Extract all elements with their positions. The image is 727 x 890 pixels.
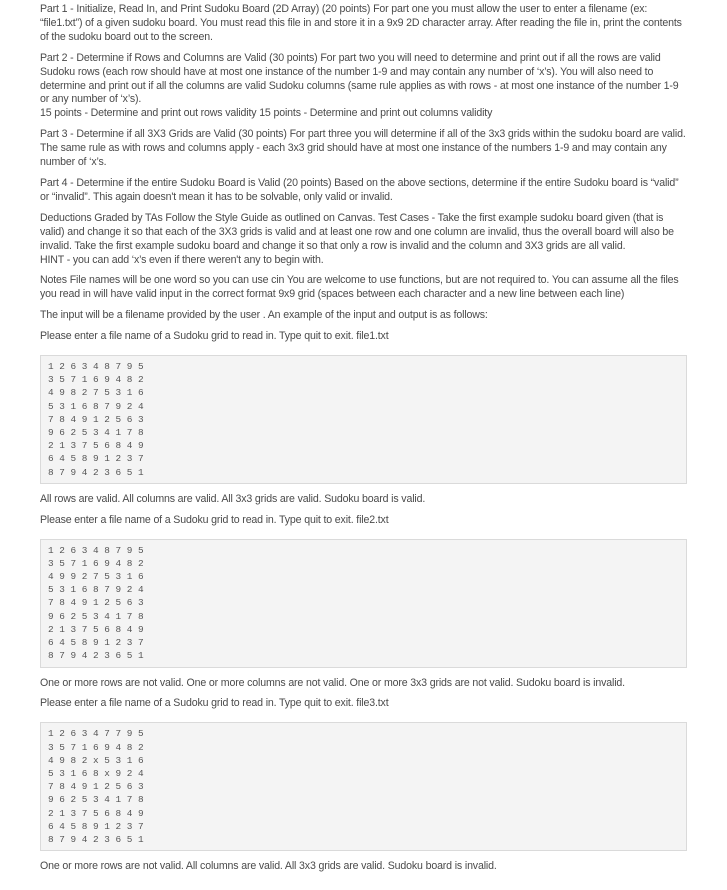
- example-3-grid: 1 2 6 3 4 7 7 9 5 3 5 7 1 6 9 4 8 2 4 9 8 2 x 5 3 1 6 5 3 1 6 8 x 9 2 4 7 8 4 9 1 2 5 6 3 9 6 2 5 3 4 1 7 8 2 1 3 7 5 6 8 4 9 6 4 5 8 9 1 2 3 7 8 7 9 4 2 3 6 5 1: [40, 722, 687, 851]
- deductions-paragraph: Deductions Graded by TAs Follow the Style Guide as outlined on Canvas. Test Cases - Take the first example sudoku board given (that is valid) and change it so that each of the 3X3 grids is valid and at least one row and one column are invalid, thus the overall board will also be invalid. Take the first example sudoku board and change it so that only a row is invalid and the column and 3X3 grids are all valid. HINT - you can add ‘x’s even if there weren't any to begin with.: [40, 211, 674, 266]
- example-1-prompt: Please enter a file name of a Sudoku grid to read in. Type quit to exit. file1.txt: [40, 330, 389, 343]
- example-2-result: One or more rows are not valid. One or more columns are not valid. One or more 3x3 grids are not valid. Sudoku board is invalid.: [40, 676, 625, 689]
- part-3-paragraph: Part 3 - Determine if all 3X3 Grids are Valid (30 points) For part three you will determine if all of the 3x3 grids within the sudoku board are valid. The same rule as with rows and columns apply - each 3x3 grid should have at most one instance of the numbers 1-9 and may contain any number of ‘x’s.: [40, 128, 686, 169]
- part-2-paragraph: Part 2 - Determine if Rows and Columns are Valid (30 points) For part two you will need to determine and print out if all the rows are valid Sudoku rows (each row should have at most one instance of the number 1-9 and may contain any number of ‘x’s). You will also need to determine and print out if all the columns are valid Sudoku columns (same rule applies as with rows - at most one instance of the number 1-9 or any number of ‘x’s). 15 points - Determine and print out rows validity 15 points - Determine and print out columns validity: [40, 51, 679, 120]
- notes-paragraph: Notes File names will be one word so you can use cin You are welcome to use functions, but are not required to. You can assume all the files you read in will have valid input in the correct format 9x9 grid (spaces between each character and a new line between each line): [40, 274, 679, 301]
- part-1-paragraph: Part 1 - Initialize, Read In, and Print Sudoku Board (2D Array) (20 points) For part one you must allow the user to enter a filename (ex: “file1.txt”) of a given sudoku board. You must read this file in and store it in a 9x9 2D character array. After reading the file in, print the contents of the sudoku board out to the screen.: [40, 3, 682, 43]
- example-3-result: One or more rows are not valid. All columns are valid. All 3x3 grids are valid. Sudoku board is invalid.: [40, 860, 497, 873]
- part-4-paragraph: Part 4 - Determine if the entire Sudoku Board is Valid (20 points) Based on the above sections, determine if the entire Sudoku board is “valid” or “invalid”. This again doesn't mean it has to be solvable, only valid or invalid.: [40, 176, 679, 203]
- example-2-grid: 1 2 6 3 4 8 7 9 5 3 5 7 1 6 9 4 8 2 4 9 9 2 7 5 3 1 6 5 3 1 6 8 7 9 2 4 7 8 4 9 1 2 5 6 3 9 6 2 5 3 4 1 7 8 2 1 3 7 5 6 8 4 9 6 4 5 8 9 1 2 3 7 8 7 9 4 2 3 6 5 1: [40, 539, 687, 668]
- example-3-prompt: Please enter a file name of a Sudoku grid to read in. Type quit to exit. file3.txt: [40, 697, 389, 710]
- example-1-grid: 1 2 6 3 4 8 7 9 5 3 5 7 1 6 9 4 8 2 4 9 8 2 7 5 3 1 6 5 3 1 6 8 7 9 2 4 7 8 4 9 1 2 5 6 3 9 6 2 5 3 4 1 7 8 2 1 3 7 5 6 8 4 9 6 4 5 8 9 1 2 3 7 8 7 9 4 2 3 6 5 1: [40, 355, 687, 484]
- example-1-result: All rows are valid. All columns are valid. All 3x3 grids are valid. Sudoku board is valid.: [40, 492, 426, 505]
- example-2-prompt: Please enter a file name of a Sudoku grid to read in. Type quit to exit. file2.txt: [40, 513, 389, 526]
- input-description: The input will be a filename provided by the user . An example of the input and output is as follows:: [40, 309, 488, 322]
